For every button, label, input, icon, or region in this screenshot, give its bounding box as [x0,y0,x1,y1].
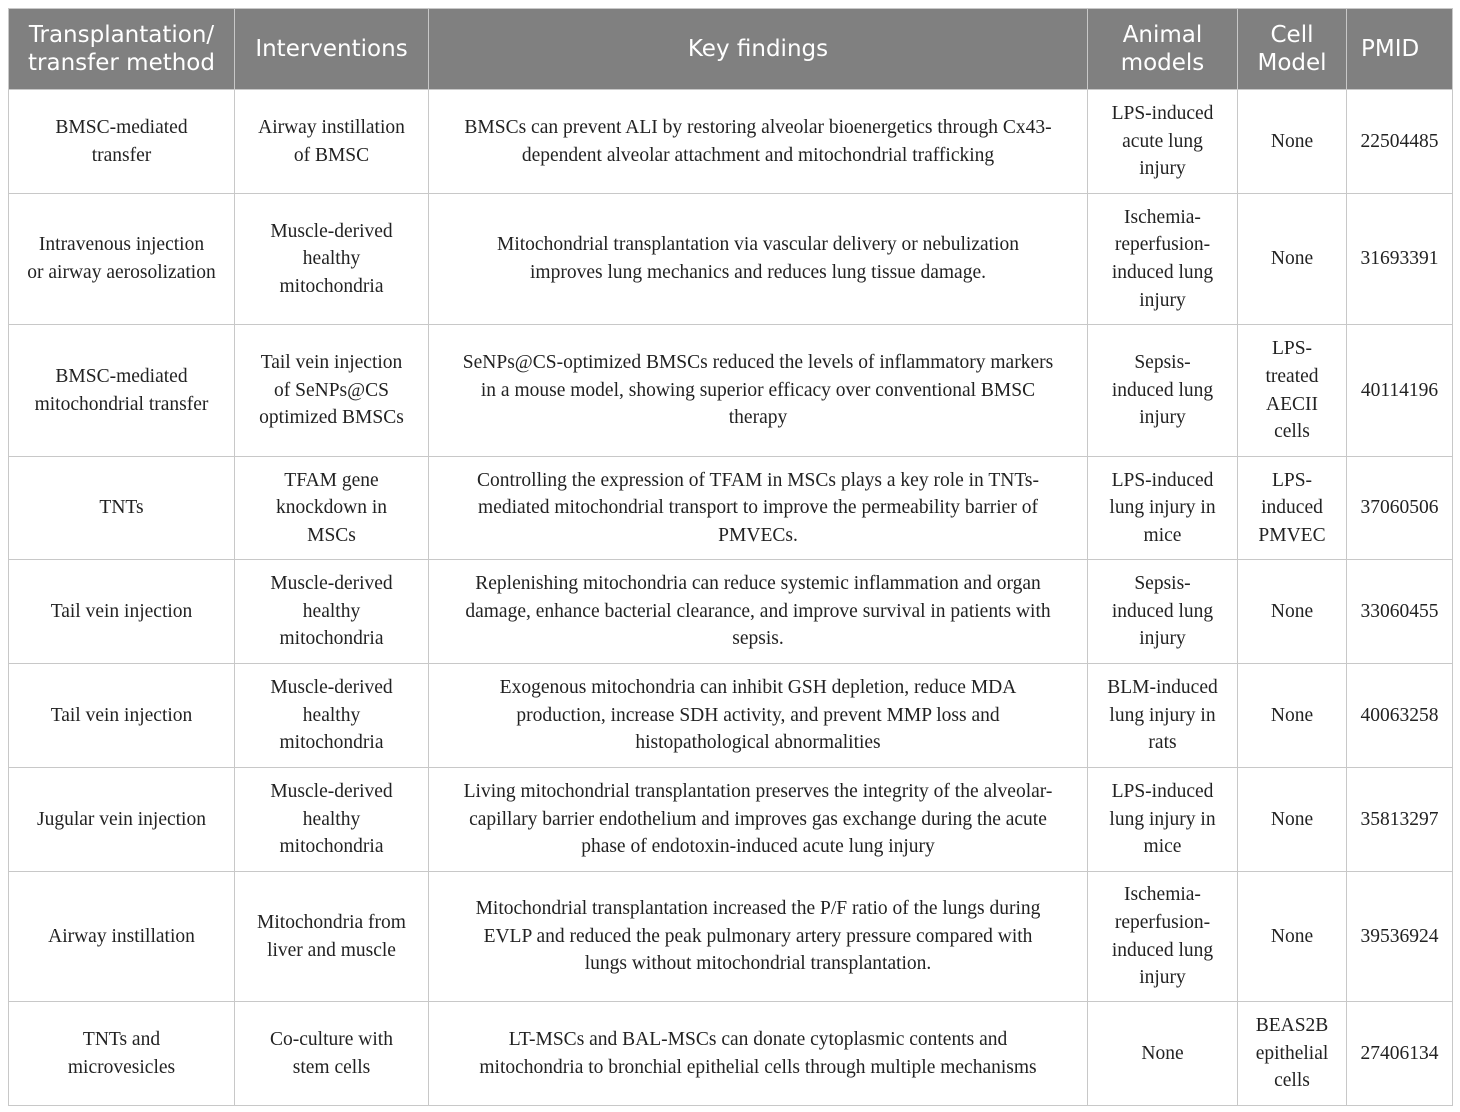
header-key-findings: Key findings [429,9,1088,90]
cell-cell-model: LPS- treated AECII cells [1238,325,1347,457]
cell-pmid: 40063258 [1347,664,1453,768]
header-method: Transplantation/ transfer method [9,9,235,90]
header-row [9,9,1453,90]
cell-key-findings: Replenishing mitochondria can reduce systemic inflammation and organ damage, enhance bacterial clearance, and improve survival in patients with sepsis. [429,560,1088,664]
table-row [9,664,1453,768]
cell-key-findings: LT-MSCs and BAL-MSCs can donate cytoplasmic contents and mitochondria to bronchial epithelial cells through multiple mechanisms [429,1002,1088,1106]
cell-method: Tail vein injection [9,664,235,768]
cell-pmid: 35813297 [1347,768,1453,872]
table-row [9,560,1453,664]
header-animal-models: Animal models [1088,9,1238,90]
cell-method: BMSC-mediated mitochondrial transfer [9,325,235,457]
cell-pmid: 37060506 [1347,457,1453,560]
cell-pmid: 40114196 [1347,325,1453,457]
cell-animal-model: Sepsis- induced lung injury [1088,325,1238,457]
table-row [9,325,1453,457]
cell-interventions: Muscle-derived healthy mitochondria [235,664,429,768]
table-row [9,457,1453,560]
header-cell-model: Cell Model [1238,9,1347,90]
table-row [9,194,1453,325]
cell-method: Airway instillation [9,872,235,1002]
cell-animal-model: LPS-induced lung injury in mice [1088,457,1238,560]
cell-method: TNTs and microvesicles [9,1002,235,1106]
cell-animal-model: LPS-induced lung injury in mice [1088,768,1238,872]
cell-cell-model: None [1238,90,1347,194]
table-row [9,90,1453,194]
cell-animal-model: Ischemia- reperfusion- induced lung injury [1088,872,1238,1002]
cell-key-findings: Living mitochondrial transplantation preserves the integrity of the alveolar- capillary barrier endothelium and improves gas exchange during the acute phase of endotoxin-induced acute lung injury [429,768,1088,872]
cell-method: Jugular vein injection [9,768,235,872]
cell-cell-model: None [1238,872,1347,1002]
table-row [9,1002,1453,1106]
cell-interventions: Muscle-derived healthy mitochondria [235,560,429,664]
cell-animal-model: BLM-induced lung injury in rats [1088,664,1238,768]
cell-method: Tail vein injection [9,560,235,664]
cell-animal-model: None [1088,1002,1238,1106]
cell-pmid: 22504485 [1347,90,1453,194]
cell-key-findings: Exogenous mitochondria can inhibit GSH depletion, reduce MDA production, increase SDH activity, and prevent MMP loss and histopathological abnormalities [429,664,1088,768]
cell-key-findings: SeNPs@CS-optimized BMSCs reduced the levels of inflammatory markers in a mouse model, showing superior efficacy over conventional BMSC therapy [429,325,1088,457]
cell-method: TNTs [9,457,235,560]
cell-key-findings: Mitochondrial transplantation via vascular delivery or nebulization improves lung mechanics and reduces lung tissue damage. [429,194,1088,325]
cell-pmid: 31693391 [1347,194,1453,325]
cell-cell-model: None [1238,768,1347,872]
header-pmid: PMID [1347,9,1453,90]
cell-cell-model: LPS- induced PMVEC [1238,457,1347,560]
cell-animal-model: Sepsis- induced lung injury [1088,560,1238,664]
cell-key-findings: Controlling the expression of TFAM in MSCs plays a key role in TNTs- mediated mitochondrial transport to improve the permeability barrier of PMVECs. [429,457,1088,560]
findings-table [8,8,1453,1106]
cell-key-findings: Mitochondrial transplantation increased the P/F ratio of the lungs during EVLP and reduced the peak pulmonary artery pressure compared with lungs without mitochondrial transplantation. [429,872,1088,1002]
cell-cell-model: BEAS2B epithelial cells [1238,1002,1347,1106]
cell-pmid: 39536924 [1347,872,1453,1002]
table-row [9,768,1453,872]
cell-cell-model: None [1238,194,1347,325]
cell-pmid: 33060455 [1347,560,1453,664]
cell-interventions: Muscle-derived healthy mitochondria [235,194,429,325]
cell-animal-model: LPS-induced acute lung injury [1088,90,1238,194]
cell-interventions: Tail vein injection of SeNPs@CS optimized BMSCs [235,325,429,457]
cell-animal-model: Ischemia- reperfusion- induced lung injury [1088,194,1238,325]
cell-key-findings: BMSCs can prevent ALI by restoring alveolar bioenergetics through Cx43- dependent alveolar attachment and mitochondrial trafficking [429,90,1088,194]
cell-interventions: Co-culture with stem cells [235,1002,429,1106]
table-row [9,872,1453,1002]
cell-interventions: TFAM gene knockdown in MSCs [235,457,429,560]
cell-interventions: Muscle-derived healthy mitochondria [235,768,429,872]
header-interventions: Interventions [235,9,429,90]
cell-interventions: Mitochondria from liver and muscle [235,872,429,1002]
cell-cell-model: None [1238,664,1347,768]
cell-cell-model: None [1238,560,1347,664]
cell-interventions: Airway instillation of BMSC [235,90,429,194]
cell-method: BMSC-mediated transfer [9,90,235,194]
cell-pmid: 27406134 [1347,1002,1453,1106]
cell-method: Intravenous injection or airway aerosolization [9,194,235,325]
